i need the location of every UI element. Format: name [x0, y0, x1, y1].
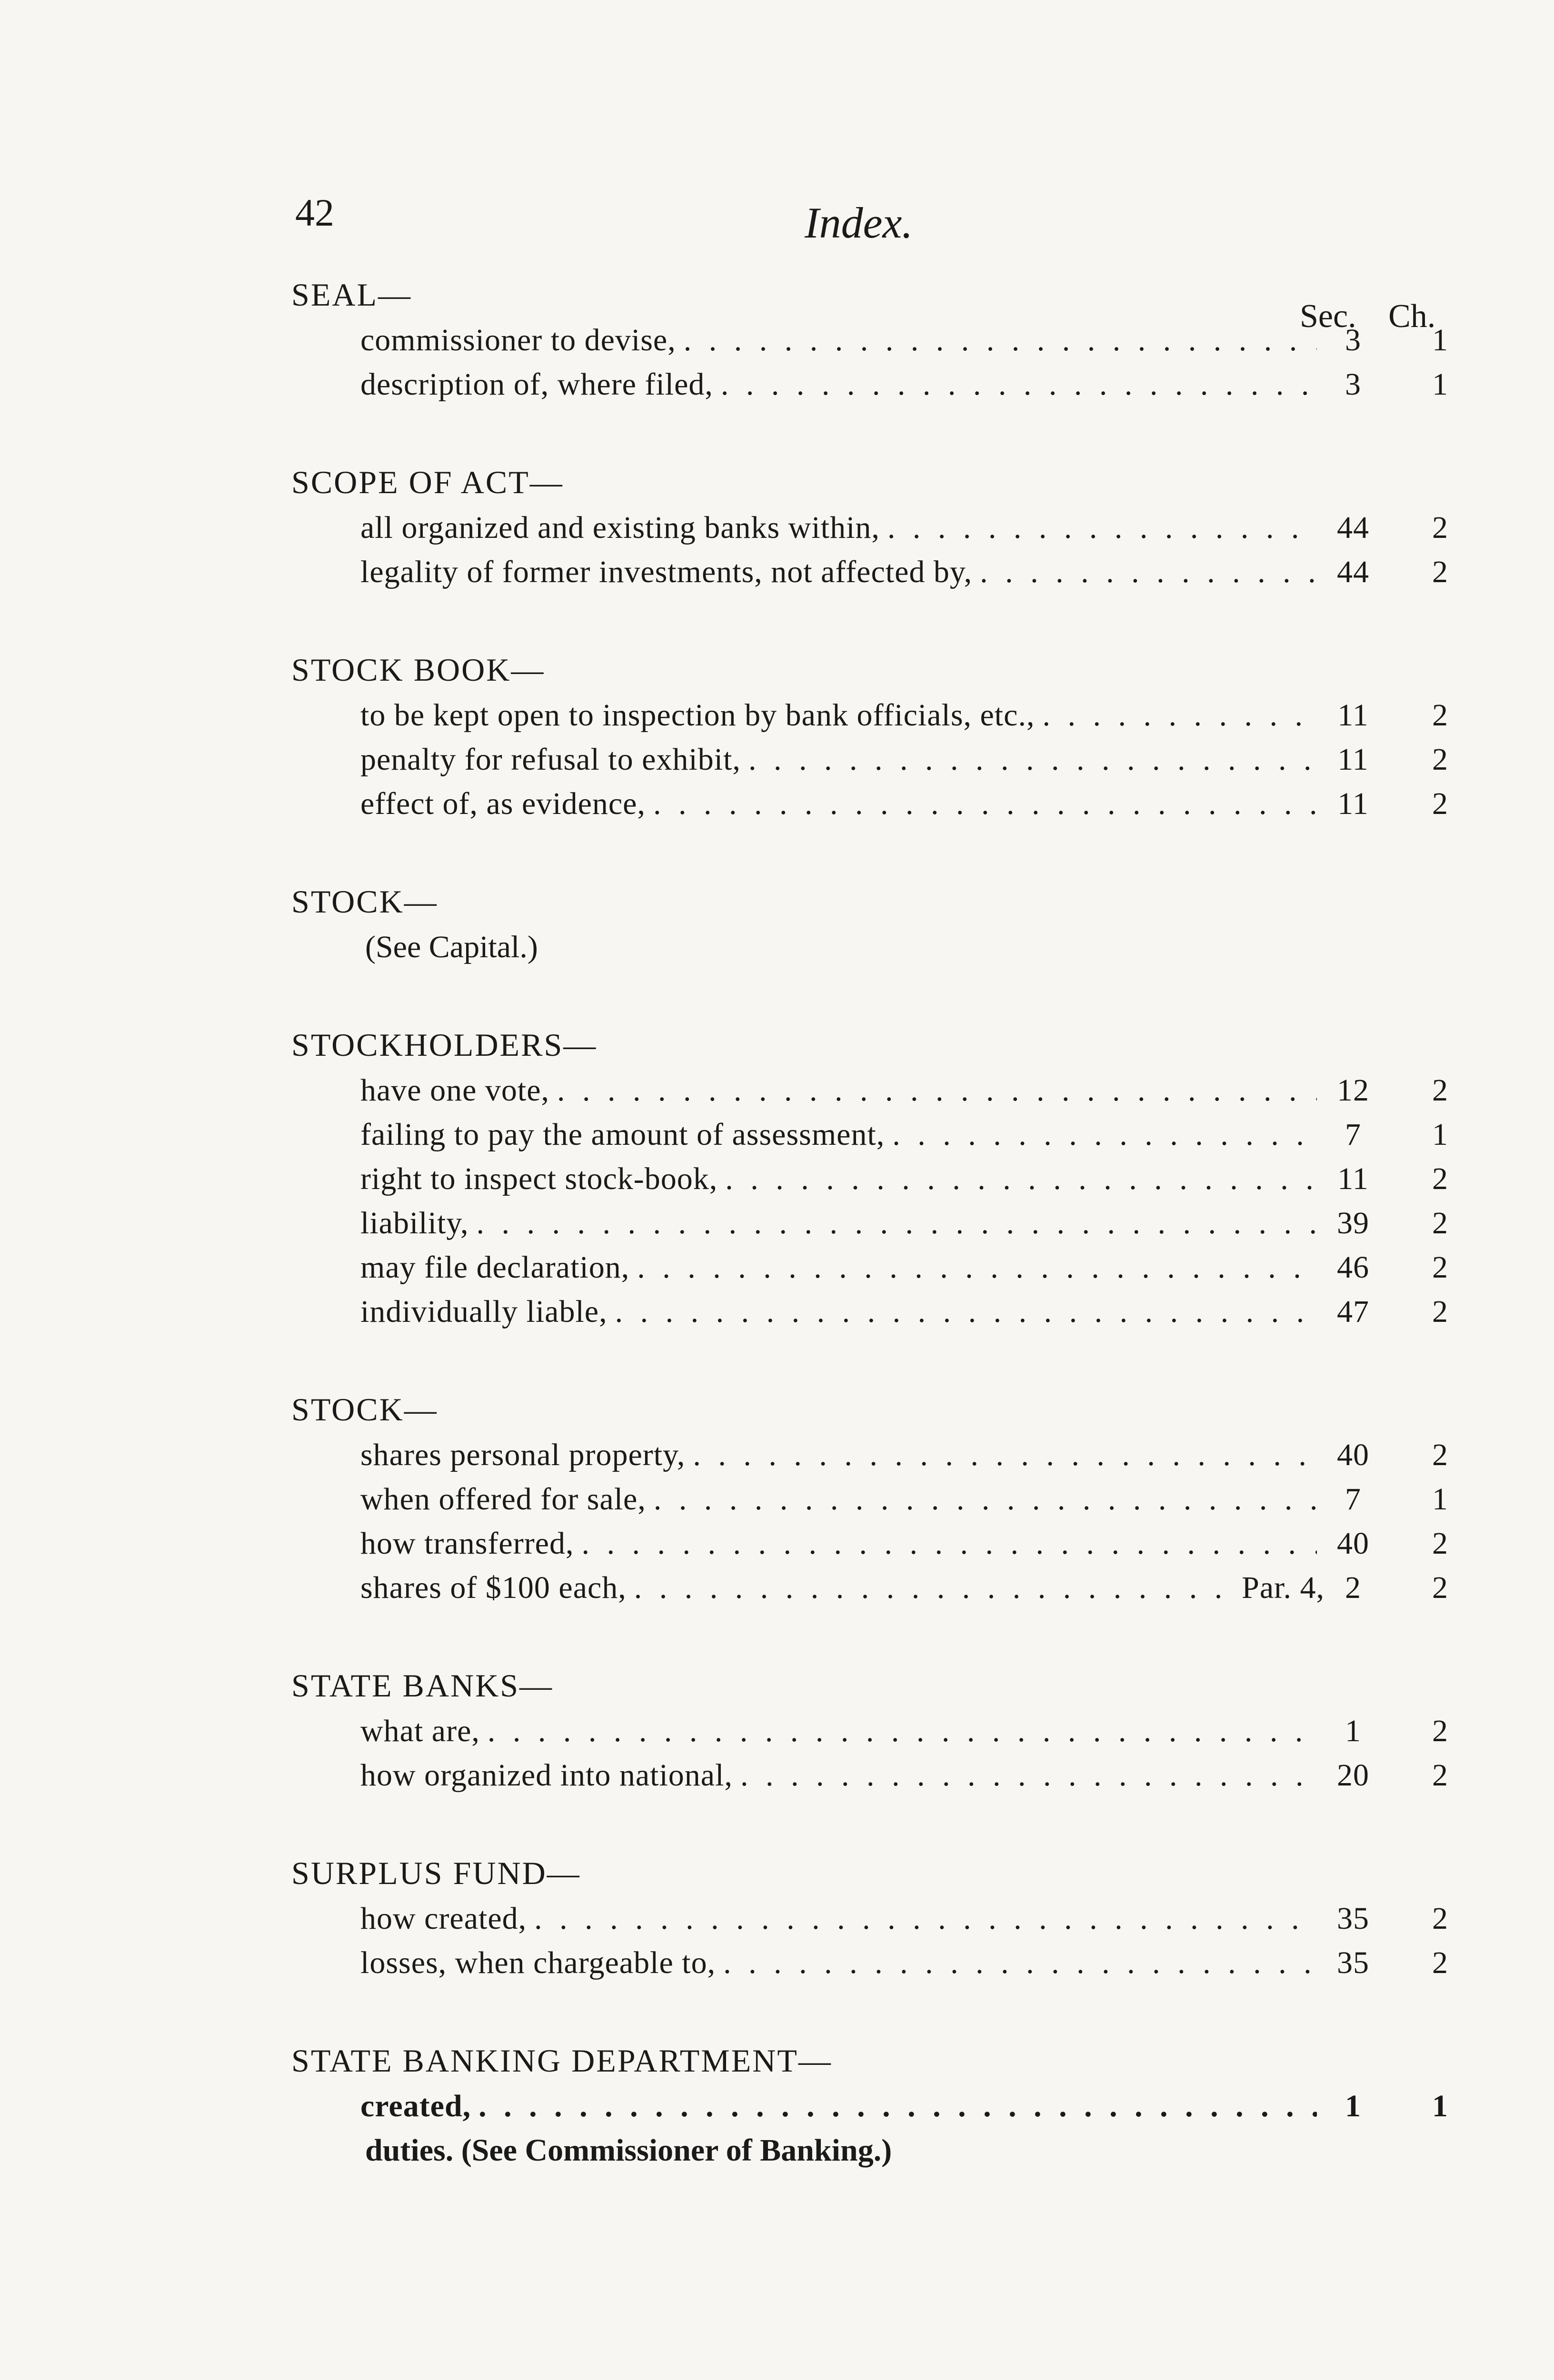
dot-leader: [740, 1753, 1317, 1797]
entry-text: how organized into national,: [360, 1758, 733, 1793]
index-entry: [291, 506, 1448, 550]
entry-text: liability,: [360, 1206, 469, 1240]
index-sections: [291, 271, 1448, 2225]
index-entry: [291, 318, 1448, 362]
dot-leader: [892, 1112, 1317, 1157]
entry-section-number: 12: [1337, 1073, 1369, 1108]
column-header-ch: Ch.: [1388, 298, 1436, 335]
entry-chapter-number: 2: [1432, 1526, 1448, 1561]
entry-text: legality of former investments, not affected by,: [360, 555, 973, 589]
entry-section-number: 47: [1337, 1294, 1369, 1329]
entry-section-number: 3: [1345, 367, 1361, 402]
entry-chapter-number: 2: [1432, 1073, 1448, 1108]
index-entry: [291, 1566, 1448, 1610]
entry-chapter-number: 2: [1432, 1758, 1448, 1793]
entry-chapter-number: 2: [1432, 1250, 1448, 1285]
dot-leader: [637, 1245, 1317, 1289]
index-section: [291, 1386, 1448, 1610]
page-number: 42: [295, 191, 334, 234]
entry-text: when offered for sale,: [360, 1482, 646, 1517]
index-section: [291, 646, 1448, 826]
entry-chapter-number: 2: [1432, 1945, 1448, 1980]
index-entry: [291, 550, 1448, 594]
dot-leader: [653, 782, 1317, 826]
entry-section-number: 44: [1337, 555, 1369, 589]
index-entry: [291, 2084, 1448, 2128]
dot-leader: [654, 1477, 1317, 1521]
dot-leader: [581, 1521, 1317, 1566]
entry-section-number: 1: [1345, 2089, 1361, 2123]
entry-chapter-number: 2: [1432, 742, 1448, 777]
entry-section-number: 2: [1345, 1570, 1361, 1605]
index-section: [291, 1021, 1448, 1334]
section-heading: STOCKHOLDERS—: [291, 1027, 598, 1063]
entry-section-number: 7: [1345, 1482, 1361, 1517]
index-section: [291, 271, 1448, 407]
entry-text: how created,: [360, 1901, 527, 1936]
entry-text: commissioner to devise,: [360, 323, 676, 357]
entry-chapter-number: 2: [1432, 1438, 1448, 1472]
entry-text: to be kept open to inspection by bank officials, etc.,: [360, 698, 1035, 733]
index-entry: [291, 1201, 1448, 1245]
entry-section-number: 3: [1345, 323, 1361, 357]
entry-chapter-number: 1: [1432, 1482, 1448, 1517]
entry-chapter-number: 2: [1432, 1294, 1448, 1329]
entry-section-number: 35: [1337, 1901, 1369, 1936]
section-heading: STOCK BOOK—: [291, 652, 545, 688]
index-entry: [291, 1112, 1448, 1157]
index-entry: [291, 1157, 1448, 1201]
entry-chapter-number: 2: [1432, 1714, 1448, 1748]
index-entry: [291, 1709, 1448, 1753]
entry-chapter-number: 1: [1432, 1117, 1448, 1152]
entry-chapter-number: 2: [1432, 510, 1448, 545]
entry-text: failing to pay the amount of assessment,: [360, 1117, 885, 1152]
entry-section-number: 46: [1337, 1250, 1369, 1285]
entry-text: may file declaration,: [360, 1250, 630, 1285]
index-entry: [291, 1068, 1448, 1112]
index-entry: [291, 693, 1448, 737]
dot-leader: [684, 318, 1317, 362]
dot-leader: [723, 1941, 1317, 1985]
entry-text: shares personal property,: [360, 1438, 686, 1472]
entry-chapter-number: 1: [1432, 367, 1448, 402]
index-entry: [291, 1941, 1448, 1985]
entry-section-number: 11: [1337, 698, 1369, 733]
section-heading: STOCK—: [291, 883, 438, 920]
page-title: Index.: [805, 198, 913, 247]
index-entry: [291, 362, 1448, 407]
entry-section-number: 20: [1337, 1758, 1369, 1793]
entry-chapter-number: 1: [1432, 2089, 1448, 2123]
dot-leader: [1042, 693, 1317, 737]
section-heading: STATE BANKING DEPARTMENT—: [291, 2043, 832, 2079]
index-section: [291, 1850, 1448, 1985]
dot-leader: [634, 1566, 1234, 1610]
dot-leader: [534, 1896, 1317, 1941]
entry-text: all organized and existing banks within,: [360, 510, 880, 545]
index-entry: [291, 1896, 1448, 1941]
entry-section-number: 1: [1345, 1714, 1361, 1748]
section-heading: SEAL—: [291, 277, 412, 313]
index-section: [291, 459, 1448, 594]
entry-text: individually liable,: [360, 1294, 608, 1329]
section-heading: STOCK—: [291, 1391, 438, 1428]
entry-chapter-number: 2: [1432, 786, 1448, 821]
entry-section-number: 11: [1337, 1161, 1369, 1196]
entry-text: how transferred,: [360, 1526, 574, 1561]
entry-chapter-number: 2: [1432, 1161, 1448, 1196]
index-entry: [291, 1477, 1448, 1521]
entry-chapter-number: 2: [1432, 698, 1448, 733]
entry-text: description of, where filed,: [360, 367, 713, 402]
entry-chapter-number: 2: [1432, 1570, 1448, 1605]
index-entry: [291, 1753, 1448, 1797]
entry-text: penalty for refusal to exhibit,: [360, 742, 741, 777]
dot-leader: [725, 1157, 1317, 1201]
index-entry: [291, 1245, 1448, 1289]
entry-chapter-number: 2: [1432, 555, 1448, 589]
dot-leader: [478, 2084, 1317, 2128]
cross-reference: duties. (See Commissioner of Banking.): [365, 2133, 892, 2168]
dot-leader: [557, 1068, 1317, 1112]
dot-leader: [721, 362, 1317, 407]
entry-text: losses, when chargeable to,: [360, 1945, 716, 1980]
entry-chapter-number: 2: [1432, 1901, 1448, 1936]
entry-section-number: 39: [1337, 1206, 1369, 1240]
cross-reference: (See Capital.): [365, 930, 538, 964]
index-section: [291, 1662, 1448, 1797]
dot-leader: [693, 1433, 1317, 1477]
index-entry: [291, 1521, 1448, 1566]
dot-leader: [615, 1289, 1317, 1334]
section-heading: SCOPE OF ACT—: [291, 464, 564, 500]
index-entry: [291, 1433, 1448, 1477]
column-header-sec: Sec.: [1300, 298, 1356, 335]
entry-text: effect of, as evidence,: [360, 786, 646, 821]
entry-text: have one vote,: [360, 1073, 550, 1108]
entry-section-number: 40: [1337, 1526, 1369, 1561]
entry-chapter-number: 2: [1432, 1206, 1448, 1240]
dot-leader: [980, 550, 1317, 594]
section-heading: STATE BANKS—: [291, 1667, 554, 1704]
entry-section-number: 35: [1337, 1945, 1369, 1980]
entry-text: shares of $100 each,: [360, 1570, 627, 1605]
entry-text: created,: [360, 2089, 471, 2123]
entry-paragraph: Par. 4,: [1242, 1570, 1325, 1605]
entry-section-number: 40: [1337, 1438, 1369, 1472]
index-entry: [291, 737, 1448, 782]
dot-leader: [477, 1201, 1317, 1245]
entry-section-number: 7: [1345, 1117, 1361, 1152]
entry-text: what are,: [360, 1714, 480, 1748]
dot-leader: [488, 1709, 1317, 1753]
entry-section-number: 11: [1337, 742, 1369, 777]
entry-section-number: 44: [1337, 510, 1369, 545]
index-entry: [291, 782, 1448, 826]
dot-leader: [748, 737, 1317, 782]
dot-leader: [887, 506, 1317, 550]
index-section: [291, 2037, 1448, 2172]
index-section: [291, 878, 1448, 969]
index-entry: [291, 1289, 1448, 1334]
entry-section-number: 11: [1337, 786, 1369, 821]
section-heading: SURPLUS FUND—: [291, 1855, 581, 1891]
entry-chapter-number: 1: [1432, 323, 1448, 357]
entry-text: right to inspect stock-book,: [360, 1161, 718, 1196]
